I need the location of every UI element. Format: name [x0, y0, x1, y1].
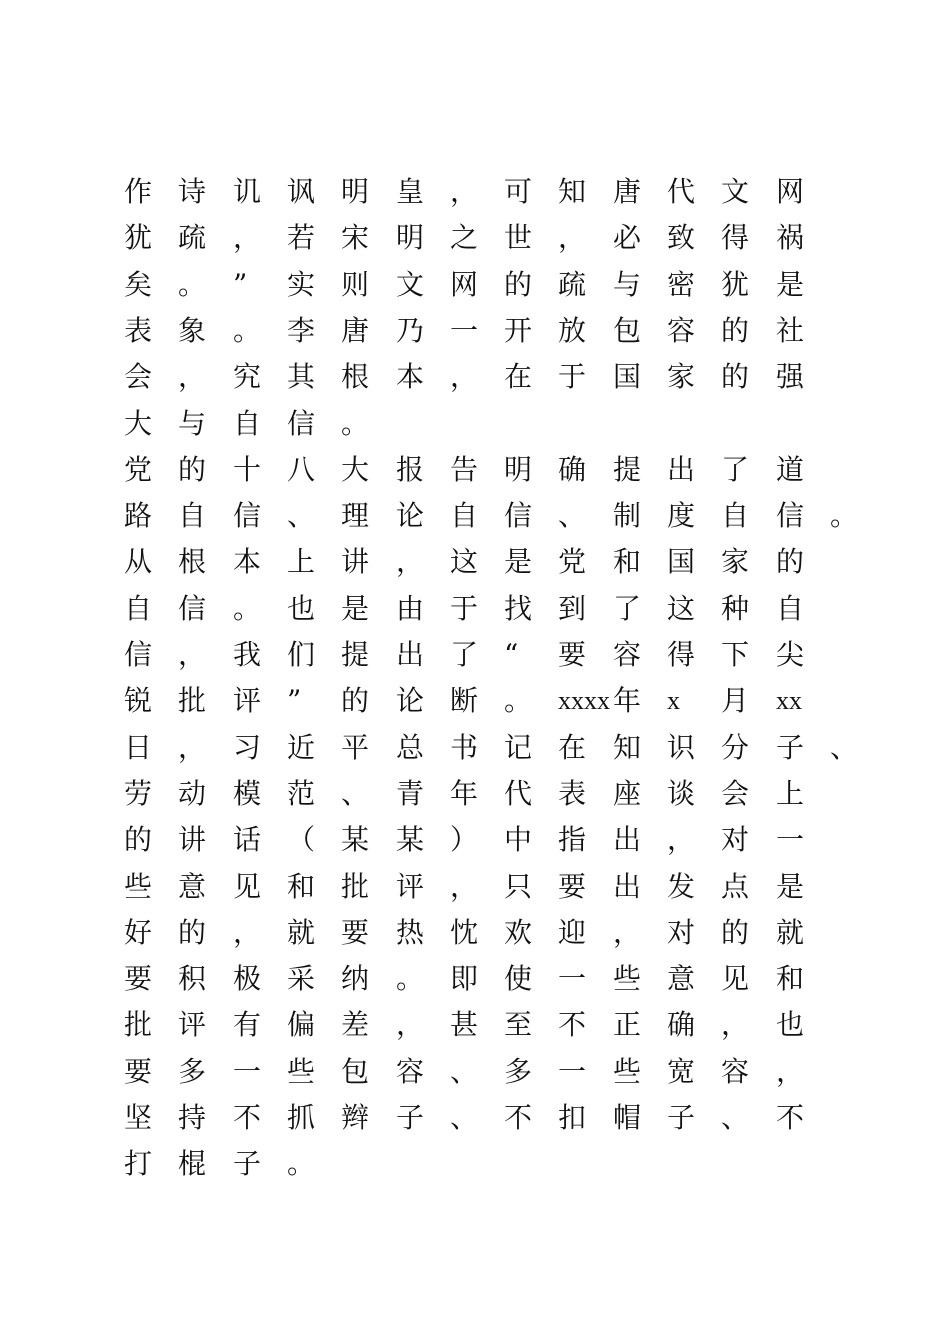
text-char: 批 [178, 684, 207, 717]
text-char: 的 [721, 314, 750, 347]
text-char: 犹 [124, 221, 153, 254]
text-char: 与 [178, 407, 207, 440]
text-char: 容 [613, 638, 642, 671]
text-char: 本 [396, 360, 425, 393]
text-char: 自 [178, 499, 207, 532]
text-char: 信 [233, 499, 262, 532]
text-char: 记 [504, 731, 533, 764]
text-char: 党 [558, 545, 587, 578]
text-char: 知 [558, 175, 587, 208]
text-char: 正 [613, 1008, 642, 1041]
text-char: 明 [504, 453, 533, 486]
text-char: 范 [287, 777, 316, 810]
text-char: 明 [396, 221, 425, 254]
text-char: 开 [504, 314, 533, 347]
text-char: 一 [450, 314, 479, 347]
text-char: 提 [341, 638, 370, 671]
text-char: 的 [721, 916, 750, 949]
text-char: 不 [233, 1101, 262, 1134]
text-char: 确 [558, 453, 587, 486]
text-char: 大 [341, 453, 370, 486]
text-char: 辫 [341, 1101, 370, 1134]
text-char: 出 [396, 638, 425, 671]
text-char: 制 [613, 499, 642, 532]
text-char: 要 [558, 870, 587, 903]
text-char: 。 [830, 499, 859, 532]
text-char: 一 [776, 823, 805, 856]
text-char: 信 [287, 407, 316, 440]
text-char: ， [396, 1008, 425, 1041]
text-char: 书 [450, 731, 479, 764]
text-char: 报 [396, 453, 425, 486]
text-char: 得 [667, 638, 696, 671]
text-char: 也 [776, 1008, 805, 1041]
text-char: 了 [721, 453, 750, 486]
text-char: 扣 [558, 1101, 587, 1134]
text-char: 。 [504, 684, 533, 717]
text-char: 模 [233, 777, 262, 810]
text-char: ， [776, 1055, 805, 1088]
text-char: 放 [558, 314, 587, 347]
text-char: ， [450, 870, 479, 903]
text-char: 在 [504, 360, 533, 393]
text-char: 家 [667, 360, 696, 393]
text-char: 信 [124, 638, 153, 671]
text-char: ， [396, 545, 425, 578]
text-char: 信 [178, 592, 207, 625]
text-char: 谈 [667, 777, 696, 810]
text-char: 们 [287, 638, 316, 671]
text-line [124, 1144, 844, 1184]
text-char: 自 [124, 592, 153, 625]
text-char: 、 [721, 1101, 750, 1134]
text-char: 年 [450, 777, 479, 810]
text-char: 抓 [287, 1101, 316, 1134]
text-char: 上 [776, 777, 805, 810]
text-char: 文 [396, 268, 425, 301]
text-char: 若 [287, 221, 316, 254]
text-char: 子 [667, 1101, 696, 1134]
text-char: 自 [776, 592, 805, 625]
text-char: 家 [721, 545, 750, 578]
text-char: 指 [558, 823, 587, 856]
text-line [124, 1098, 844, 1138]
text-char: 动 [178, 777, 207, 810]
text-char: 从 [124, 545, 153, 578]
text-char: 持 [178, 1101, 207, 1134]
text-char: 本 [233, 545, 262, 578]
text-char: 、 [830, 731, 859, 764]
text-char: 对 [667, 916, 696, 949]
text-char: xxxx [558, 686, 610, 715]
text-char: ， [667, 823, 696, 856]
text-char: 疏 [558, 268, 587, 301]
text-char: ， [233, 221, 262, 254]
text-char: 意 [667, 962, 696, 995]
text-line [124, 172, 844, 212]
text-line [124, 589, 844, 629]
text-char: 诗 [178, 175, 207, 208]
text-char: 代 [667, 175, 696, 208]
text-char: 评 [178, 1008, 207, 1041]
text-char: （ [287, 823, 316, 856]
text-char: 党 [124, 453, 153, 486]
text-char: 社 [776, 314, 805, 347]
text-char: 大 [124, 407, 153, 440]
text-char: ， [721, 1008, 750, 1041]
text-char: 些 [124, 870, 153, 903]
text-char: 信 [504, 499, 533, 532]
text-char: 国 [613, 360, 642, 393]
text-char: ， [178, 638, 207, 671]
text-char: 些 [287, 1055, 316, 1088]
text-line [124, 820, 844, 860]
text-char: 、 [450, 1055, 479, 1088]
text-char: 差 [341, 1008, 370, 1041]
text-char: 好 [124, 916, 153, 949]
text-char: 劳 [124, 777, 153, 810]
text-char: 李 [287, 314, 316, 347]
text-char: 尖 [776, 638, 805, 671]
text-char: 在 [558, 731, 587, 764]
text-char: 网 [776, 175, 805, 208]
text-char: 是 [776, 268, 805, 301]
text-char: 不 [504, 1101, 533, 1134]
text-char: 我 [233, 638, 262, 671]
text-line [124, 450, 844, 490]
text-char: 偏 [287, 1008, 316, 1041]
text-char: 锐 [124, 684, 153, 717]
text-char: ” [233, 268, 248, 301]
text-char: 容 [721, 1055, 750, 1088]
text-char: 根 [341, 360, 370, 393]
text-char: 多 [178, 1055, 207, 1088]
text-char: 见 [721, 962, 750, 995]
text-char: 、 [341, 777, 370, 810]
text-char: 。 [178, 268, 207, 301]
text-char: ， [613, 916, 642, 949]
text-char: 多 [504, 1055, 533, 1088]
text-char: 热 [396, 916, 425, 949]
text-char: 子 [776, 731, 805, 764]
text-char: 采 [287, 962, 316, 995]
text-char: 使 [504, 962, 533, 995]
text-char: 评 [396, 870, 425, 903]
text-char: 其 [287, 360, 316, 393]
text-char: 由 [396, 592, 425, 625]
text-char: 的 [504, 268, 533, 301]
text-char: 表 [558, 777, 587, 810]
text-char: 要 [341, 916, 370, 949]
text-char: 与 [613, 268, 642, 301]
text-char: 宽 [667, 1055, 696, 1088]
text-char: 极 [233, 962, 262, 995]
text-char: 包 [613, 314, 642, 347]
text-char: 唐 [341, 314, 370, 347]
text-char: 、 [287, 499, 316, 532]
text-char: 批 [124, 1008, 153, 1041]
text-char: 。 [233, 592, 262, 625]
text-char: 。 [233, 314, 262, 347]
text-char: 了 [450, 638, 479, 671]
text-char: 是 [504, 545, 533, 578]
text-char: 告 [450, 453, 479, 486]
text-char: 和 [776, 962, 805, 995]
text-char: 一 [558, 1055, 587, 1088]
text-char: 实 [287, 268, 316, 301]
text-char: 欢 [504, 916, 533, 949]
text-char: 自 [450, 499, 479, 532]
text-char: 只 [504, 870, 533, 903]
text-char: 上 [287, 545, 316, 578]
text-char: 出 [613, 870, 642, 903]
text-char: 的 [178, 453, 207, 486]
text-char: 子 [233, 1147, 262, 1180]
text-char: 纳 [341, 962, 370, 995]
text-char: 自 [721, 499, 750, 532]
text-char: ， [178, 360, 207, 393]
text-char: 宋 [341, 221, 370, 254]
text-char: 是 [776, 870, 805, 903]
text-char: 明 [341, 175, 370, 208]
text-char: 评 [233, 684, 262, 717]
text-char: 根 [178, 545, 207, 578]
text-line [124, 357, 844, 397]
text-char: 会 [721, 777, 750, 810]
text-char: 到 [558, 592, 587, 625]
text-char: 有 [233, 1008, 262, 1041]
text-char: 的 [341, 684, 370, 717]
text-char: 、 [558, 499, 587, 532]
text-char: 论 [396, 499, 425, 532]
text-char: 于 [558, 360, 587, 393]
text-char: 犹 [721, 268, 750, 301]
text-char: 不 [558, 1008, 587, 1041]
text-char: 识 [667, 731, 696, 764]
text-char: 这 [450, 545, 479, 578]
text-line [124, 635, 844, 675]
text-char: 矣 [124, 268, 153, 301]
text-char: 的 [776, 545, 805, 578]
text-char: 代 [504, 777, 533, 810]
text-char: 论 [396, 684, 425, 717]
text-char: 究 [233, 360, 262, 393]
text-char: 致 [667, 221, 696, 254]
text-char: 棍 [178, 1147, 207, 1180]
text-char: 至 [504, 1008, 533, 1041]
text-char: 不 [776, 1101, 805, 1134]
text-char: 一 [233, 1055, 262, 1088]
text-char: 表 [124, 314, 153, 347]
text-char: 文 [721, 175, 750, 208]
text-char: “ [504, 638, 519, 671]
text-char: 积 [178, 962, 207, 995]
text-char: 些 [613, 962, 642, 995]
text-char: 于 [450, 592, 479, 625]
text-char: 讥 [233, 175, 262, 208]
text-char: 得 [721, 221, 750, 254]
text-char: 包 [341, 1055, 370, 1088]
text-char: 路 [124, 499, 153, 532]
text-char: 某 [396, 823, 425, 856]
text-char: 可 [504, 175, 533, 208]
text-char: 这 [667, 592, 696, 625]
text-char: 种 [721, 592, 750, 625]
text-line [124, 542, 844, 582]
text-char: 近 [287, 731, 316, 764]
text-char: 象 [178, 314, 207, 347]
text-char: 平 [341, 731, 370, 764]
text-char: 国 [667, 545, 696, 578]
text-char: 唐 [613, 175, 642, 208]
text-char: 度 [667, 499, 696, 532]
text-char: 就 [776, 916, 805, 949]
text-char: 发 [667, 870, 696, 903]
text-char: 意 [178, 870, 207, 903]
text-char: 容 [396, 1055, 425, 1088]
text-char: 世 [504, 221, 533, 254]
text-char: 找 [504, 592, 533, 625]
text-char: 即 [450, 962, 479, 995]
text-char: 某 [341, 823, 370, 856]
text-char: 习 [233, 731, 262, 764]
text-line [124, 867, 844, 907]
text-char: 打 [124, 1147, 153, 1180]
text-char: 也 [287, 592, 316, 625]
text-char: 理 [341, 499, 370, 532]
text-char: 甚 [450, 1008, 479, 1041]
text-line [124, 311, 844, 351]
text-char: 要 [124, 962, 153, 995]
text-char: 对 [721, 823, 750, 856]
text-char: 点 [721, 870, 750, 903]
text-char: 分 [721, 731, 750, 764]
text-char: 皇 [396, 175, 425, 208]
text-char: 讲 [341, 545, 370, 578]
text-char: 是 [341, 592, 370, 625]
text-char: 月 [721, 684, 750, 717]
text-char: ， [450, 360, 479, 393]
text-char: 话 [233, 823, 262, 856]
text-line [124, 1052, 844, 1092]
text-char: 的 [124, 823, 153, 856]
text-char: xx [776, 686, 802, 715]
text-char: 帽 [613, 1101, 642, 1134]
text-char: 十 [233, 453, 262, 486]
text-char: 之 [450, 221, 479, 254]
text-char: 。 [341, 407, 370, 440]
text-char: 出 [613, 823, 642, 856]
text-char: 的 [178, 916, 207, 949]
text-char: 坚 [124, 1101, 153, 1134]
text-char: 会 [124, 360, 153, 393]
text-char: ） [450, 823, 479, 856]
text-char: 作 [124, 175, 153, 208]
text-char: 批 [341, 870, 370, 903]
text-char: 强 [776, 360, 805, 393]
text-char: 青 [396, 777, 425, 810]
text-char: 出 [667, 453, 696, 486]
text-char: 祸 [776, 221, 805, 254]
text-char: 一 [558, 962, 587, 995]
text-line [124, 728, 859, 768]
text-char: 容 [667, 314, 696, 347]
text-line [124, 404, 844, 444]
text-char: ， [178, 731, 207, 764]
text-char: 忱 [450, 916, 479, 949]
text-char: 就 [287, 916, 316, 949]
text-char: 见 [233, 870, 262, 903]
text-char: 确 [667, 1008, 696, 1041]
text-line [124, 496, 859, 536]
text-line [124, 1005, 844, 1045]
text-char: 的 [721, 360, 750, 393]
text-char: 乃 [396, 314, 425, 347]
text-char: 子 [396, 1101, 425, 1134]
text-line [124, 774, 844, 814]
text-line [124, 265, 844, 305]
text-line [124, 959, 844, 999]
text-char: 和 [287, 870, 316, 903]
text-char: 则 [341, 268, 370, 301]
text-char: 要 [124, 1055, 153, 1088]
text-line [124, 913, 844, 953]
text-char: ， [233, 916, 262, 949]
text-char: 总 [396, 731, 425, 764]
text-char: 疏 [178, 221, 207, 254]
text-char: x [667, 686, 680, 715]
text-char: 些 [613, 1055, 642, 1088]
text-char: 了 [613, 592, 642, 625]
text-char: 座 [613, 777, 642, 810]
text-char: 中 [504, 823, 533, 856]
text-line [124, 218, 844, 258]
text-char: 网 [450, 268, 479, 301]
text-char: 。 [287, 1147, 316, 1180]
text-char: 日 [124, 731, 153, 764]
text-char: 讲 [178, 823, 207, 856]
text-line [124, 681, 844, 721]
text-char: 必 [613, 221, 642, 254]
text-char: 下 [721, 638, 750, 671]
text-char: ” [287, 684, 302, 717]
text-char: 道 [776, 453, 805, 486]
text-char: 知 [613, 731, 642, 764]
text-char: 。 [396, 962, 425, 995]
text-char: ， [558, 221, 587, 254]
text-char: 要 [558, 638, 587, 671]
text-char: 提 [613, 453, 642, 486]
text-char: 自 [233, 407, 262, 440]
text-char: 、 [450, 1101, 479, 1134]
text-char: 和 [613, 545, 642, 578]
text-char: 信 [776, 499, 805, 532]
text-char: 断 [450, 684, 479, 717]
text-char: 年 [613, 684, 642, 717]
text-char: 迎 [558, 916, 587, 949]
text-char: ， [450, 175, 479, 208]
text-char: 密 [667, 268, 696, 301]
text-char: 八 [287, 453, 316, 486]
text-char: 讽 [287, 175, 316, 208]
